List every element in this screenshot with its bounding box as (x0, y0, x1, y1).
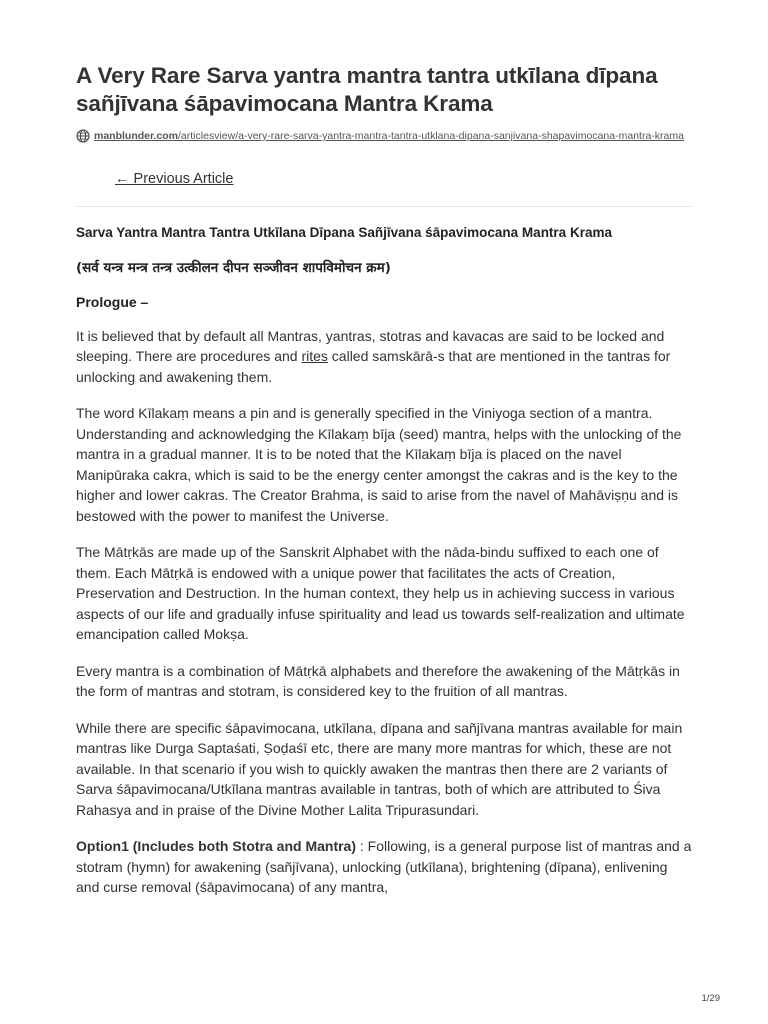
paragraph-4: Every mantra is a combination of Mātṛkā alphabets and therefore the awakening of the Mātṛkās in the form of mantras and stotram, is considered key to the fruition of all mantras. (76, 662, 680, 699)
paragraph-2: The word Kīlakaṃ means a pin and is generally specified in the Viniyoga section of a mantra. Understanding and acknowledging the Kīlakaṃ bīja (seed) mantra, helps with the unlocking of the mantra in a gradual manner. It is to be noted that the Kīlakaṃ bīja is placed on the navel Manipūraka cakra, which is said to be the energy center amongst the cakras and is the key to the higher and lower cakras. The Creator Brahma, is said to arise from the navel of Mahāviṣṇu and is bestowed with the power to manifest the Universe. (76, 405, 682, 524)
source-url (76, 130, 692, 143)
previous-article-link[interactable]: ← Previous Article (115, 171, 234, 187)
globe-icon (76, 129, 90, 143)
paragraph-3: The Mātṛkās are made up of the Sanskrit Alphabet with the nāda-bindu suffixed to each one of them. Each Mātṛkā is endowed with a unique power that facilitates the acts of Creation, Preservation and Destruction. In the human context, they help us in achieving success in various aspects of our life and gradually infuse spirituality and lead us towards self-realization and ultimate emancipation called Mokṣa. (76, 544, 685, 642)
article-title: A Very Rare Sarva yantra mantra tantra utkīlana dīpana sañjīvana śāpavimocana Mantra Krama (76, 63, 658, 116)
paragraph-1-text-a: It is believed that by default all Mantras, yantras, stotras and kavacas are said to be locked and sleeping. There are procedures and (76, 327, 665, 364)
paragraph-6 (76, 836, 692, 898)
paragraph-1 (76, 326, 692, 388)
paragraph-6-text: : Following, is a general purpose list of mantras and a stotram (hymn) for awakening (sañjīvana), unlocking (utkīlana), brightening (dīpana), enlivening and curse removal (śāpavimocana) of any mantra, (76, 838, 692, 895)
article-subtitle: Sarva Yantra Mantra Tantra Utkīlana Dīpana Sañjīvana śāpavimocana Mantra Krama (76, 225, 612, 240)
document-page (76, 62, 692, 898)
source-path[interactable]: /articlesview/a-very-rare-sarva-yantra-mantra-tantra-utklana-dipana-sanjivana-shapavimocana-mantra-krama (178, 130, 684, 142)
devanagari-title: (सर्व यन्त्र मन्त्र तन्त्र उत्कीलन दीपन सञ्जीवन शापविमोचन क्रम) (76, 259, 391, 276)
page-number: 1/29 (701, 993, 720, 1004)
rites-link[interactable]: rites (301, 348, 328, 364)
paragraph-1-text-b: called samskārā-s that are mentioned in the tantras for unlocking and awakening them. (76, 348, 671, 385)
paragraph-5: While there are specific śāpavimocana, utkīlana, dīpana and sañjīvana mantras available for main mantras like Durga Saptaśati, Ṣoḍaśī etc, there are many more mantras for which, these are not available. In that scenario if you wish to quickly awaken the mantras then there are 2 variants of Sarva śāpavimocana/Utkīlana mantras available in tantras, both of which are attributed to Śiva Rahasya and in praise of the Divine Mother Lalita Tripurasundari. (76, 719, 683, 818)
divider (76, 206, 692, 207)
source-domain[interactable]: manblunder.com (94, 130, 179, 142)
prologue-heading: Prologue – (76, 293, 149, 310)
source-link[interactable] (94, 130, 684, 143)
option1-label: Option1 (Includes both Stotra and Mantra) (76, 838, 356, 854)
